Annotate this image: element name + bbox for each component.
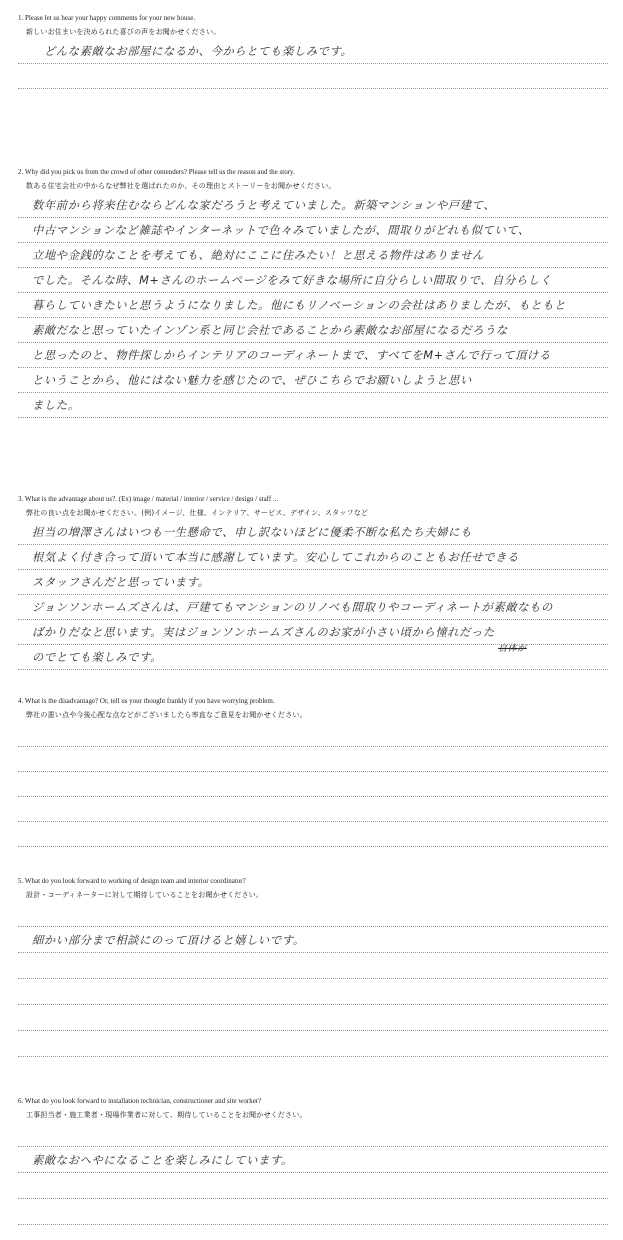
ruled-line	[18, 926, 608, 927]
answer-3-line: スタッフさんだと思っています。	[32, 576, 210, 589]
question-2	[18, 168, 608, 425]
ruled-line	[18, 669, 608, 670]
ruled-line	[18, 594, 608, 595]
ruled-line	[18, 292, 608, 293]
answer-2-line: 素敵だなと思っていたインゾン系と同じ会社であることから素敵なお部屋になるだろうな	[32, 324, 508, 337]
ruled-line	[18, 417, 608, 418]
answer-4-lines	[18, 724, 608, 854]
ruled-line	[18, 342, 608, 343]
answer-3-line: のでとても楽しみです。	[32, 651, 162, 664]
answer-2-line: 数年前から将来住むならどんな家だろうと考えていました。新築マンションや戸建て、	[32, 199, 496, 212]
answer-2-line: ました。	[32, 399, 80, 412]
answer-1-lines	[18, 41, 608, 91]
question-5	[18, 877, 608, 1064]
answer-2-line: 暮らしていきたいと思うようになりました。他にもリノベーションの会社はありましたが、もともと	[32, 299, 567, 312]
question-1	[18, 14, 608, 91]
answer-3-line	[32, 624, 495, 640]
answer-3-line: 担当の増澤さんはいつも一生懸命で、申し訳ないほどに優柔不断な私たち夫婦にも	[32, 526, 472, 539]
question-1-japanese: 新しいお住まいを決められた喜びの声をお聞かせください。	[26, 28, 221, 36]
answer-5-lines	[18, 904, 608, 1064]
question-1-english: 1. Please let us hear your happy comments for your new house.	[18, 14, 196, 22]
question-5-english: 5. What do you look forward to working of design team and interior coordinator?	[18, 877, 246, 885]
answer-6-line: 素敵なおへやになることを楽しみにしています。	[32, 1154, 293, 1167]
answer-2-line: と思ったのと、物件探しからインテリアのコーディネートまで、すべてをM+さんで行って頂ける	[32, 349, 551, 362]
question-6-japanese: 工事担当者・施工業者・現場作業者に対して、期待していることをお聞かせください。	[26, 1111, 307, 1119]
ruled-line	[18, 317, 608, 318]
answer-3-lines	[18, 522, 608, 682]
ruled-line	[18, 771, 608, 772]
ruled-line	[18, 217, 608, 218]
answer-2-lines	[18, 195, 608, 425]
ruled-line	[18, 569, 608, 570]
ruled-line	[18, 821, 608, 822]
question-6	[18, 1097, 608, 1234]
answer-2-line: 中古マンションなど雑誌やインターネットで色々みていましたが、間取りがどれも似ていて、	[32, 224, 530, 237]
question-5-japanese: 設計・コーディネーターに対して期待していることをお聞かせください。	[26, 891, 264, 899]
ruled-line	[18, 1004, 608, 1005]
answer-5-line: 細かい部分まで相談にのって頂けると嬉しいです。	[32, 934, 305, 947]
question-3-japanese: 弊社の良い点をお聞かせください。(例)イメージ、仕様、インテリア、サービス、デザイン、スタッフなど	[26, 509, 369, 517]
ruled-line	[18, 746, 608, 747]
answer-3-line: 根気よく付き合って頂いて本当に感謝しています。安心してこれからのこともお任せできる	[32, 551, 519, 564]
ruled-line	[18, 267, 608, 268]
ruled-line	[18, 242, 608, 243]
question-3	[18, 495, 608, 682]
ruled-line	[18, 846, 608, 847]
answer-2-line: でした。そんな時、M+さんのホームページをみて好きな場所に自分らしい間取りで、自分らしく	[32, 274, 552, 287]
ruled-line	[18, 1224, 608, 1225]
ruled-line	[18, 88, 608, 89]
answer-2-line: ということから、他にはない魅力を感じたので、ぜひこちらでお願いしようと思い	[32, 374, 472, 387]
ruled-line	[18, 1172, 608, 1173]
ruled-line	[18, 367, 608, 368]
ruled-line	[18, 952, 608, 953]
ruled-line	[18, 619, 608, 620]
answer-2-line: 立地や金銭的なことを考えても、絶対にここに住みたい！と思える物件はありません	[32, 249, 485, 262]
ruled-line	[18, 796, 608, 797]
question-4-english: 4. What is the disadvantage? Or, tell us your thought frankly if you have worrying problem.	[18, 697, 275, 705]
ruled-line	[18, 1198, 608, 1199]
ruled-line	[18, 392, 608, 393]
answer-6-lines	[18, 1124, 608, 1234]
ruled-line	[18, 1146, 608, 1147]
question-6-english: 6. What do you look forward to installation technician, constructioner and site worker?	[18, 1097, 262, 1105]
struck-out-text: 自体が	[498, 644, 527, 654]
ruled-line	[18, 644, 608, 645]
question-4-japanese: 弊社の悪い点や今後心配な点などがございましたら率直なご意見をお聞かせください。	[26, 711, 307, 719]
ruled-line	[18, 1030, 608, 1031]
answer-3-line: ジョンソンホームズさんは、戸建てもマンションのリノベも間取りやコーディネートが素敵なもの	[32, 601, 553, 614]
ruled-line	[18, 1056, 608, 1057]
ruled-line	[18, 978, 608, 979]
answer-1-line: どんな素敵なお部屋になるか、今からとても楽しみです。	[44, 45, 353, 58]
question-2-english: 2. Why did you pick us from the crowd of other contenders? Please tell us the reason and the story.	[18, 168, 295, 176]
answer-3-line-text: ばかりだなと思います。実はジョンソンホームズさんのお家が小さい頃から憧れだった	[32, 626, 495, 639]
question-3-english: 3. What is the advantage about us?. (Ex) image / material / interior / service / design / staff ...	[18, 495, 279, 503]
ruled-line	[18, 63, 608, 64]
ruled-line	[18, 544, 608, 545]
question-2-japanese: 数ある住宅会社の中からなぜ弊社を選ばれたのか、その理由とストーリーをお聞かせください。	[26, 182, 336, 190]
question-4	[18, 697, 608, 854]
